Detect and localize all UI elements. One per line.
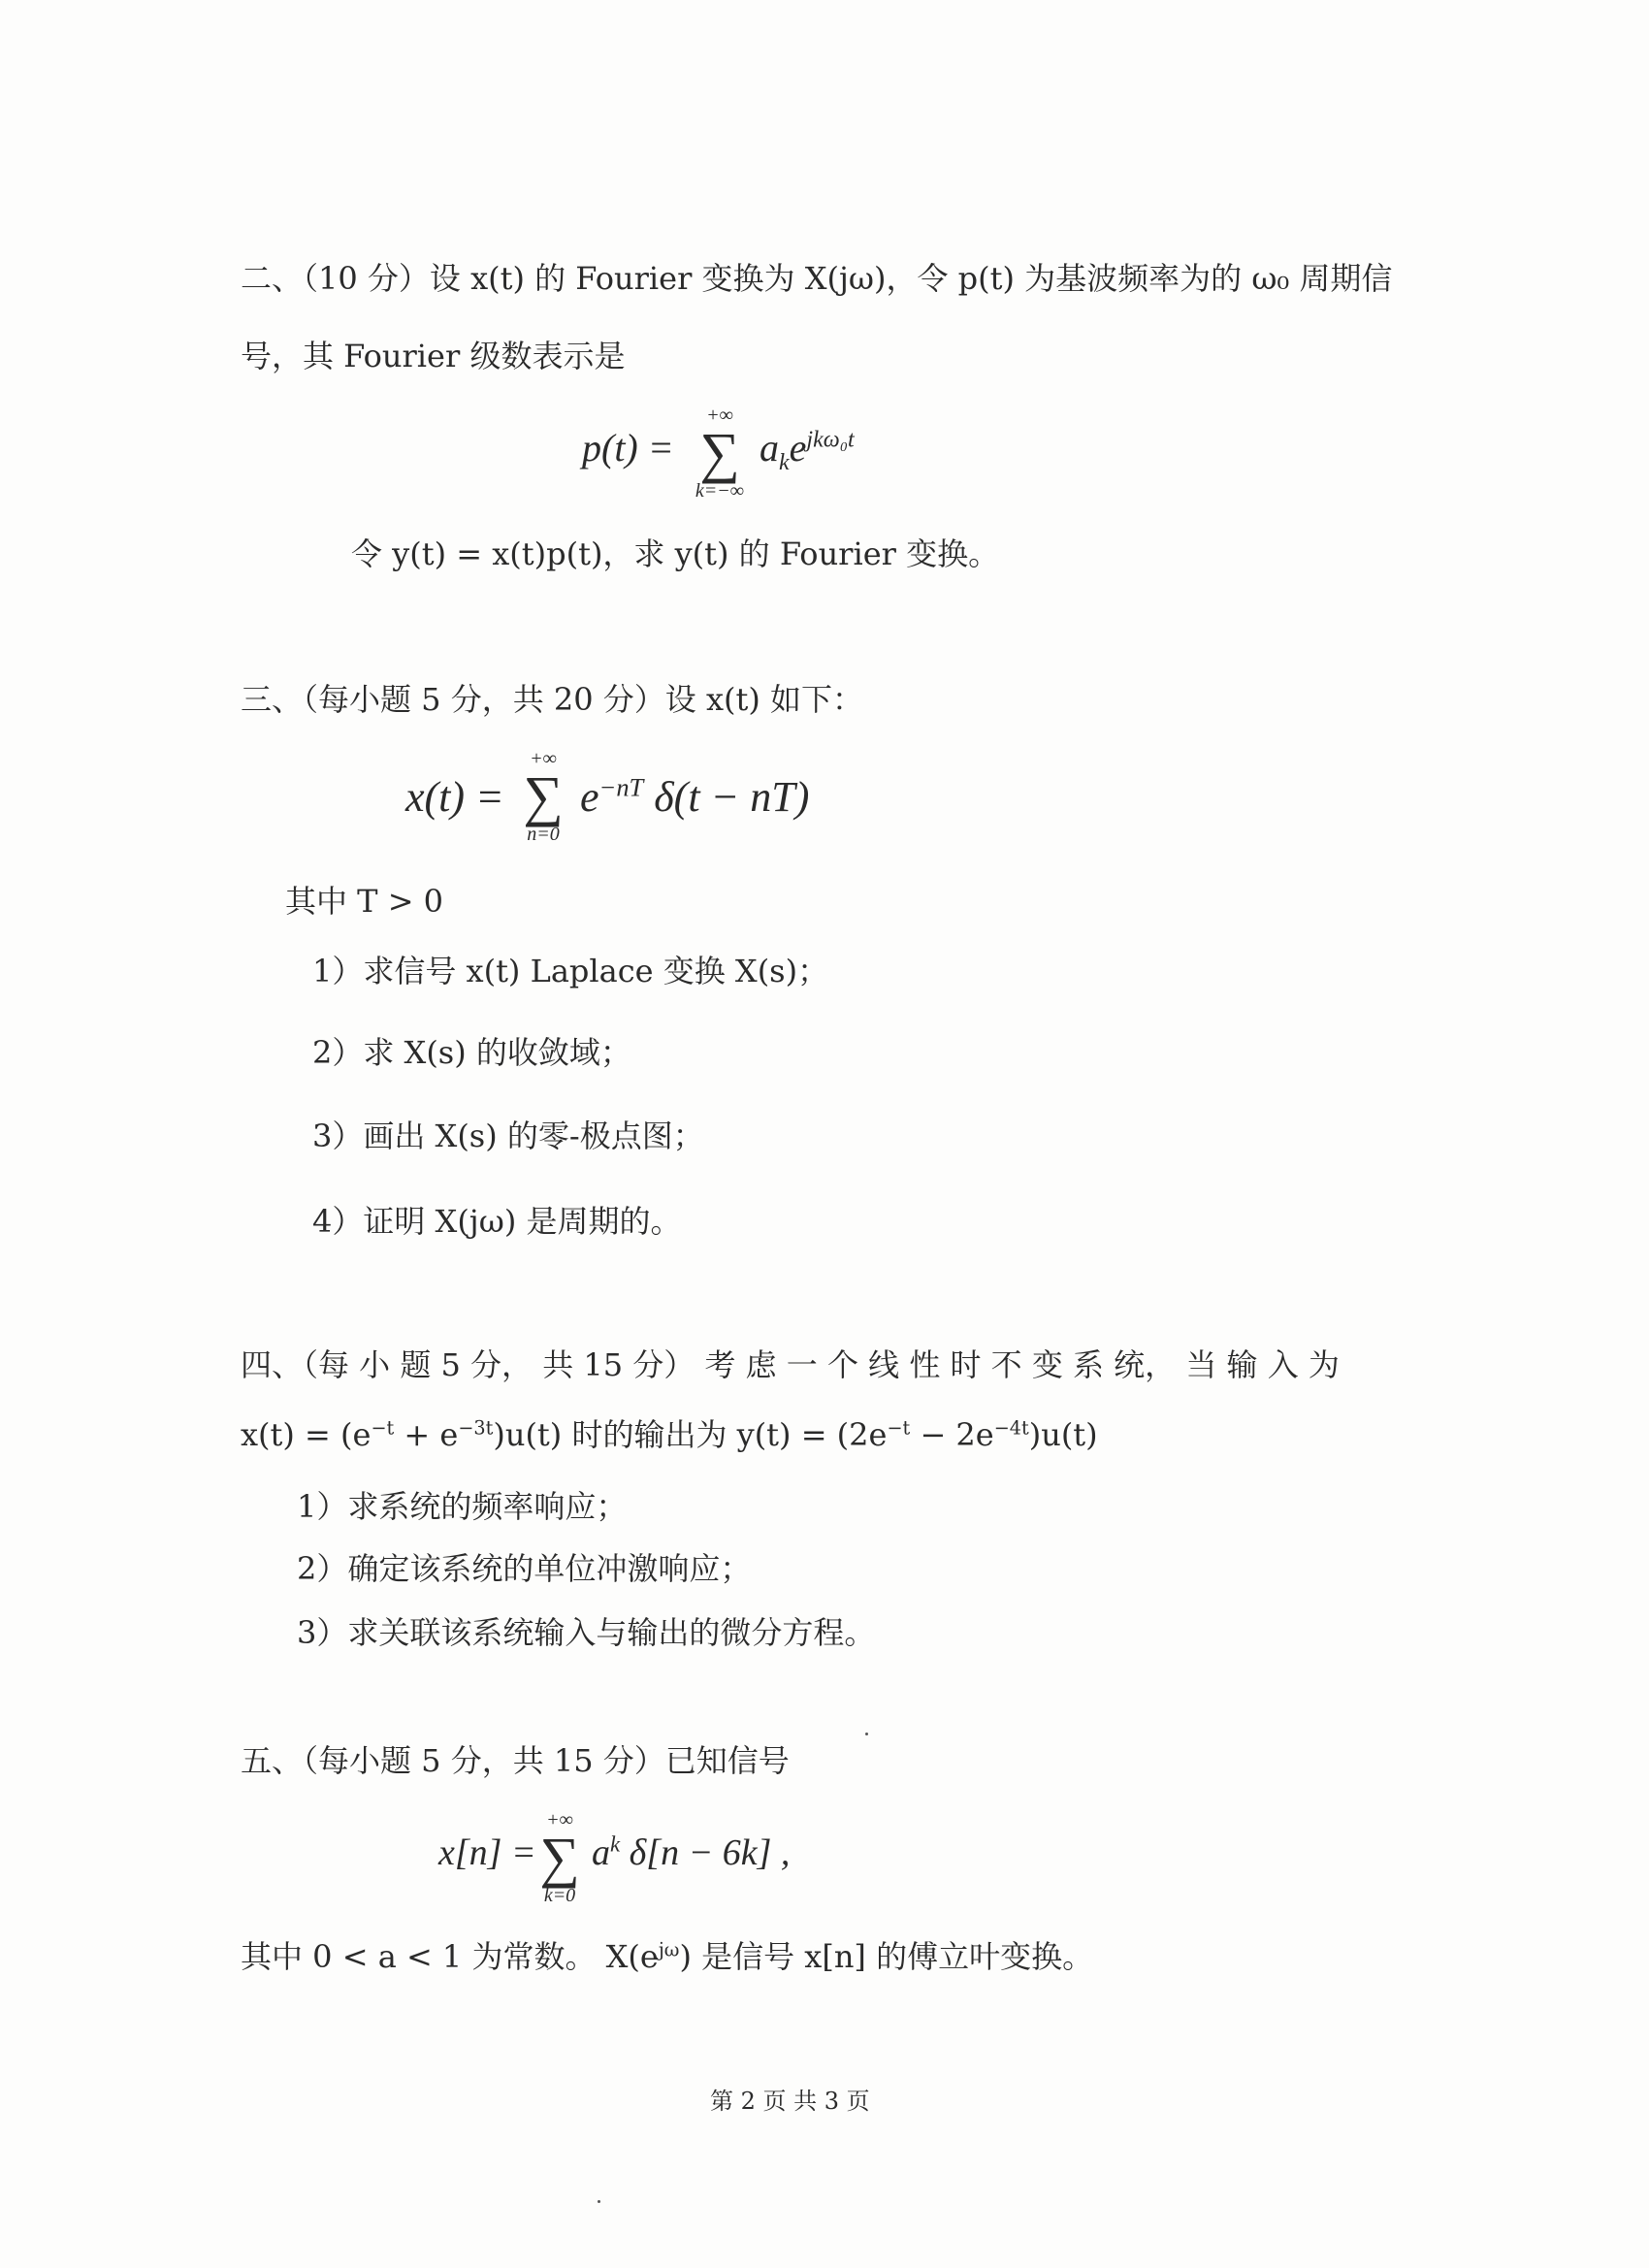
q4-input-exp2: −3t: [458, 1416, 494, 1440]
q5-formula: [438, 1810, 846, 1907]
q3-exp-base: e: [580, 773, 599, 821]
q3-sigma: ∑: [523, 764, 564, 827]
q3-sum-upper: +∞: [530, 748, 557, 769]
q2-exp-base: e: [789, 426, 807, 470]
q2-coef-sub: k: [779, 450, 790, 475]
q4-output-exp1: −t: [887, 1416, 911, 1440]
q5-exp: k: [610, 1831, 621, 1857]
q2-sum: [691, 405, 749, 501]
q3-item-2: 2）求 X(s) 的收敛域；: [312, 1034, 631, 1071]
q3-formula-lhs: x(t) =: [405, 773, 504, 821]
q5-base: a: [592, 1832, 610, 1873]
q5-delta: δ[n − 6k] ,: [629, 1832, 791, 1873]
scan-speck: [598, 2200, 600, 2203]
q2-sum-lower: k=−∞: [695, 480, 745, 502]
q2-formula: [582, 405, 989, 502]
q4-output-a: )u(t) 时的输出为 y(t) = (2e: [493, 1416, 888, 1453]
q5-line2-exp: jω: [658, 1938, 680, 1961]
q4-input-exp1: −t: [371, 1416, 395, 1440]
q5-sum: [534, 1810, 586, 1905]
q2-coef: a: [760, 426, 779, 470]
q4-item-1: 1）求系统的频率响应；: [297, 1488, 628, 1525]
q3-sum-lower: n=0: [527, 824, 560, 845]
q5-line2-b: ) 是信号 x[n] 的傅立叶变换。: [679, 1938, 1094, 1975]
q4-input-a: x(t) = (e: [241, 1416, 372, 1453]
q3-item-1: 1）求信号 x(t) Laplace 变换 X(s)；: [312, 953, 829, 989]
q4-line1: 四、（每 小 题 5 分， 共 15 分） 考 虑 一 个 线 性 时 不 变 系 统， 当 输 入 为: [241, 1346, 1340, 1383]
page-footer: 第 2 页 共 3 页: [710, 2088, 870, 2115]
q2-formula-lhs: p(t) =: [582, 426, 674, 470]
q4-output-exp2: −4t: [993, 1416, 1029, 1440]
q3-formula: [405, 749, 871, 856]
q2-sigma: ∑: [699, 421, 740, 484]
q5-sum-upper: +∞: [546, 1809, 573, 1831]
q4-line2: [241, 1416, 1098, 1453]
q3-item-3: 3）画出 X(s) 的零-极点图；: [312, 1118, 704, 1154]
q4-output-b: − 2e: [910, 1416, 994, 1453]
q3-line1: 三、（每小题 5 分，共 20 分）设 x(t) 如下：: [241, 681, 863, 718]
q3-item-4: 4）证明 X(jω) 是周期的。: [312, 1203, 682, 1240]
q3-condition: 其中 T > 0: [285, 883, 444, 920]
q3-delta: δ(t − nT): [654, 773, 810, 821]
q4-item-2: 2）确定该系统的单位冲激响应；: [297, 1550, 752, 1587]
q4-input-b: + e: [394, 1416, 459, 1453]
q3-exp: −nT: [598, 772, 644, 802]
q5-sigma: ∑: [539, 1826, 580, 1889]
q2-sum-upper: +∞: [706, 405, 733, 426]
q3-sum: [514, 749, 572, 844]
q4-item-3: 3）求关联该系统输入与输出的微分方程。: [297, 1614, 876, 1651]
q5-formula-lhs: x[n] =: [438, 1832, 536, 1873]
scan-speck: [865, 1733, 868, 1735]
q2-line2: 号，其 Fourier 级数表示是: [241, 338, 626, 374]
q2-line3: 令 y(t) = x(t)p(t)，求 y(t) 的 Fourier 变换。: [351, 535, 1000, 572]
q2-line1: 二、（10 分）设 x(t) 的 Fourier 变换为 X(jω)，令 p(t) 为基波频率为的 ω₀ 周期信: [241, 260, 1393, 297]
q5-line2-a: 其中 0 < a < 1 为常数。 X(e: [241, 1938, 659, 1975]
q5-line2: [241, 1938, 1093, 1975]
q5-sum-lower: k=0: [543, 1885, 576, 1906]
q2-exp: jkω₀t: [806, 427, 855, 453]
q5-line1: 五、（每小题 5 分，共 15 分）已知信号: [241, 1742, 790, 1779]
q4-output-c: )u(t): [1028, 1416, 1098, 1453]
